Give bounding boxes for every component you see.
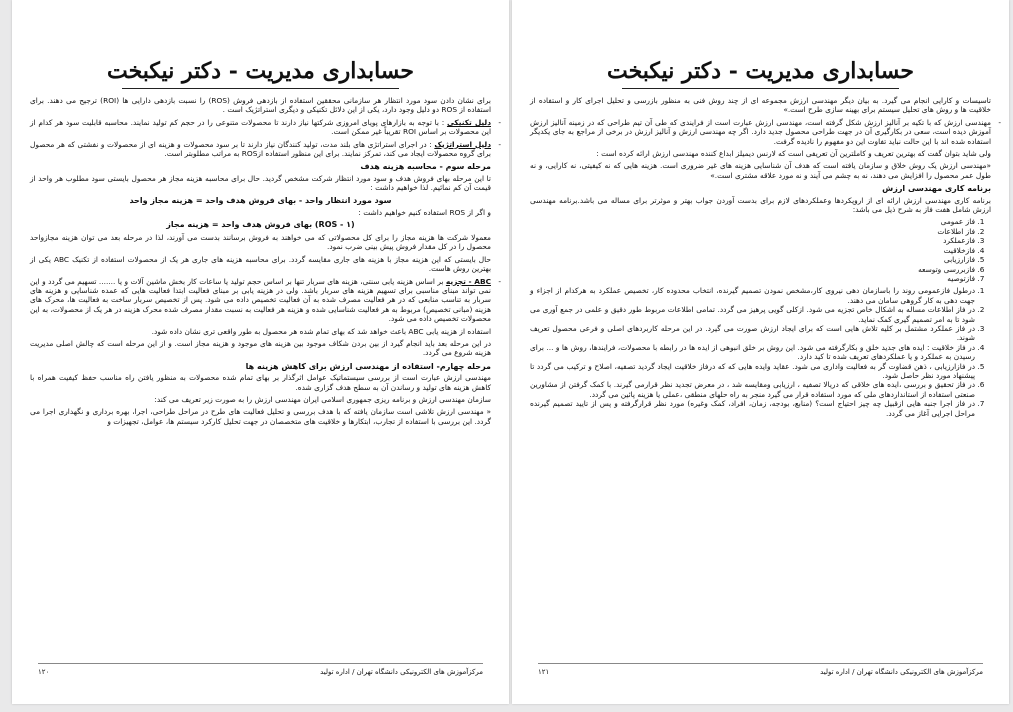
page-number: ۱۲۱ <box>538 668 550 676</box>
list-item: 5. فازارزیابی <box>530 255 975 264</box>
footer-institution: مرکزآموزش های الکترونیکی دانشگاه تهران / اداره تولید <box>320 668 483 676</box>
paragraph: «مهندسی ارزش یک روش خلاق و سازمان یافته است که هدف آن شناسایی هزینه های غیر ضروری است. هزینه هایی که نه کیفیتی، نه کارایی، و نه طول عمر محصول را افزایش می دهند، نه به چشم می آیند و نه مورد علاقه مشتری است.» <box>530 161 991 180</box>
list-item: 4. فازخلاقیت <box>530 246 975 255</box>
paragraph: برنامه کاری مهندسی ارزش ارائه ای از اروپکردها وعملکردهای لازم برای بدست آوردن جواب بهتر و موثرتر برای مساله می باشد.برنامه مهندسی ارزش شامل هفت فاز به شرح ذیل می باشد: <box>530 195 991 215</box>
bullet-paragraph: - دلیل تکنیکی : با توجه به بازارهای پویای امروزی شرکتها نیاز دارند تا محصولات متنوعی را در حجم کم تولید نمایند. محاسبه قابلیت سود هر کدام از این محصولات بر اساس ROI تقریباً غیر ممکن است. <box>30 118 491 137</box>
title-divider <box>622 88 899 89</box>
page-title: حسابداری مدیریت - دکتر نیکبخت <box>606 58 915 84</box>
page-body <box>30 96 491 429</box>
footer-divider <box>38 663 483 664</box>
phase-description-list <box>530 286 975 418</box>
list-item: 3. در فاز عملکرد مشتمل بر کلیه تلاش هایی است که برای ایجاد ارزش صورت می گیرد. در این مرحله کاربردهای اصلی و فرعی محصول تعریف شوند. <box>530 324 975 343</box>
list-item: 1. درطول فازعمومی روند را باسازمان دهی نیروی کار،مشخص نمودن تصمیم گیرنده، انتخاب محدوده کار، تخصیص عملکرد به هرکدام از اجزاء و جهت دهی به کار گروهی سامان می دهند. <box>530 286 975 305</box>
paragraph: مهندسی ارزش عبارت است از بررسی سیستماتیک عوامل اثرگذار بر بهای تمام شده محصولات به منظور یافتن راه مناسب حفظ کیفیت همراه با کاهش هزینه های تولید و رساندن آن به سطح هدف گزاری شده. <box>30 373 491 392</box>
title-divider <box>122 88 399 89</box>
list-item: 7. در فاز اجرا جنبه هایی ازقبیل چه چیز احتیاج است؟ (منابع، بودجه، زمان، افراد، کمک وغیره) مورد نظر قرارگرفته و پس از تایید تصمیم گیرنده مراحل اجرایی آغاز می گردد. <box>530 399 975 418</box>
footer-divider <box>538 663 983 664</box>
page-title: حسابداری مدیریت - دکتر نیکبخت <box>106 58 415 84</box>
equation: (ROS - ۱) بهای فروش هدف واحد = هزینه مجاز <box>166 220 355 230</box>
list-item: 5. در فازارزیابی ، ذهن قضاوت گر به فعالیت واداری می شود. عقاید وایده هایی که که درفاز خلاقیت ایجاد گردید تصفیه، اصلاح و ترکیب می گردد تا پیشنهاد مورد نظر حاصل شود. <box>530 362 975 381</box>
paragraph: و اگر از ROS استفاده کنیم خواهیم داشت : <box>358 208 491 218</box>
paragraph: استفاده از هزینه یابی ABC باعث خواهد شد که بهای تمام شده هر محصول به طور واقعی تری نشان داده شود. <box>151 326 491 336</box>
paragraph: در این مرحله بعد باید انجام گیرد از بین بردن شکاف موجود بین هزینه های موجود و هزینه مجاز است. و از این مرحله است که چالش اصلی مدیریت هزینه شروع می گردد. <box>30 338 491 358</box>
list-item: 1. فاز عمومی <box>530 217 975 226</box>
list-item: 7. فازتوصیه <box>530 274 975 283</box>
page-number: ۱۲۰ <box>38 668 50 676</box>
paragraph: سازمان مهندسی ارزش و برنامه ریزی جمهوری اسلامی ایران مهندسی ارزش را به صورت زیر تعریف می کند: <box>154 394 491 404</box>
page-footer <box>538 668 983 676</box>
paragraph: معمولا شرکت ها هزینه مجاز را برای کل محصولاتی که می خواهند به فروش برسانند بدست می آورند، لذا در مرحله بعد می توان هزینه مجازواحد محصول را در کل مقدار فروش پیش بینی ضرب نمود. <box>30 232 491 252</box>
paragraph: حال بایستی که این هزینه مجاز با هزینه های جاری مقایسه گردد. برای محاسبه هزینه های جاری هر یک از محصولات استفاده از تکنیک ABC یکی از بهترین روش هاست. <box>30 254 491 274</box>
section-heading: مرحله سوم - محاسبه هزینه هدف <box>360 162 491 172</box>
footer-institution: مرکزآموزش های الکترونیکی دانشگاه تهران / اداره تولید <box>820 668 983 676</box>
page-footer <box>38 668 483 676</box>
bullet-paragraph: - مهندسی ارزش که با تکیه بر آنالیز ارزش شکل گرفته است، مهندسی ارزش عبارت است از فرایندی که طی آن تیم طراحی که در زمینه آنالیز ارزش آموزش دیده است، سعی در بکارگیری آن در جهت طراحی محصول جدید دارد. اگر چه مهندسی ارزش و آنالیز ارزش در برخی از مراجع به جای یکدیگر استفاده شده اند با این حالت نباید تفاوت این دو مفهوم را نادیده گرفت. <box>530 118 991 146</box>
list-item: 6. فازبررسی وتوسعه <box>530 265 975 274</box>
term: ABC - تجزیه <box>445 276 491 286</box>
page-body <box>530 96 991 421</box>
list-item: 2. فاز اطلاعات <box>530 227 975 236</box>
section-heading: مرحله چهارم- استفاده از مهندسی ارزش برای کاهش هزینه ها <box>245 361 491 371</box>
paragraph: تاسیسات و کارایی انجام می گیرد. به بیان دیگر مهندسی ارزش مجموعه ای از چند روش فنی به منظور بازرسی و تحلیل اجرای کار و استفاده از خلاقیت ها و روش های تحلیل سیستم برای بهینه سازی طرح است.» <box>530 96 991 115</box>
bullet-paragraph: - دلیل استراتژیک : در اجرای استراتژی های بلند مدت، تولید کنندگان نیاز دارند تا بر سود محصولات و هزینه ای از محصولات و نفشتی که هر محصول برای گروه محصولات ایجاد می کند، تمرکز نمایند. برای این منظور استفاده ازROS به مراتب مطلوبتر است. <box>30 140 491 159</box>
paragraph: برای نشان دادن سود مورد انتظار هر سازمانی محققین استفاده از بازدهی فروش (ROS) را نسبت بازدهی دارایی ها (ROI) ترجیح می دهند. برای استفاده از ROS دو دلیل وجود دارد، یکی از این دلائل تکنیکی و دیگری استراتژیک است . <box>30 96 491 115</box>
equation: سود مورد انتظار واحد - بهای فروش هدف واحد = هزینه مجاز واحد <box>129 195 392 205</box>
list-item: 6. در فاز تحقیق و بررسی ،ایده های خلاقی که دریالا تصفیه ، ارزیابی ومقایسه شد ، در معرض تجدید نظر قرارمی گیرند. با کمک گرفتن از مشاورین صنعتی استفاده از استانداردهای ملی که مورد استفاده قرار می گیرد منجر به راه حلهای منطقی ،عملی یا هزینه پائین می گردد. <box>530 380 975 399</box>
section-heading: برنامه کاری مهندسی ارزش <box>882 184 991 194</box>
term: دلیل استراتژیک <box>434 139 491 149</box>
paragraph: « مهندسی ارزش تلاشی است سازمان یافته که با هدف بررسی و تحلیل فعالیت های طرح در مراحل طراحی، اجرا، بهره برداری و نگهداری اجرا می گردد. این بررسی با استفاده از تجارب، ابتکارها و خلاقیت های متخصصان در جهت تحلیل کارکرد سیستم ها، عوامل، تجهیزات و <box>30 407 491 426</box>
paragraph: ولی شاید بتوان گفت که بهترین تعریف و کاملترین آن تعریفی است که لارنس دیمیلز ابداع کننده مهندسی ارزش ارائه کرده است : <box>596 149 991 159</box>
list-item: 3. فازعملکرد <box>530 236 975 245</box>
bullet-paragraph: - ABC - تجزیه بر اساس هزینه یابی سنتی، هزینه های سربار تنها بر اساس حجم تولید یا ساعات کار بخش ماشین آلات و یا ....... تسهیم می گردد و این نمی تواند مبنای مناسبی برای تسهیم هزینه های سربار باشد. ولی در هزینه یابی بر مبنای فعالیت ابتدا فعالیت هایی که عمده شناسایی و هزینه های سربار به تناسب منابعی که در هر فعالیت مصرف شده به آن فعالیت تخصیص داده می شود. پس از تخصیص سربار ساخت به فعالیت ها، محرک های هزینه (مبانی تخصیص) مربوط به هر فعالیت شناسایی شده و هزینه هر فعالیت به نسبت مقدار مصرف شده محرک هزینه در هر یک از محصولات، به این محصولات تخصیص داده می شود. <box>30 277 491 324</box>
paragraph: تا این مرحله بهای فروش هدف و سود مورد انتظار شرکت مشخص گردید. حال برای محاسبه هزینه مجاز هر محصول بایستی سود مطلوب هر واحد از قیمت آن کم نمائیم. لذا خواهیم داشت : <box>30 173 491 193</box>
list-item: 2. در فاز اطلاعات مساله به اشکال خاص تجزیه می شود. ازکلی گویی پرهیز می گردد. تمامی اطلاعات مربوط طور دقیق و علمی در جمع آوری می شود تا به امر تصمیم گیری کمک نماید. <box>530 305 975 324</box>
document-page-right <box>512 0 1009 704</box>
document-page-left <box>12 0 509 704</box>
phase-list <box>530 217 975 283</box>
term: دلیل تکنیکی <box>446 117 491 127</box>
list-item: 4. در فاز خلاقیت : ایده های جدید خلق و بکارگرفته می شود. این روش بر خلق انبوهی از ایده ها در رابطه با محصولات، فرایندها، روش ها و ... برای رسیدن به عملکرد و یا عملکردهای تعریف شده تا کید دارد. <box>530 343 975 362</box>
